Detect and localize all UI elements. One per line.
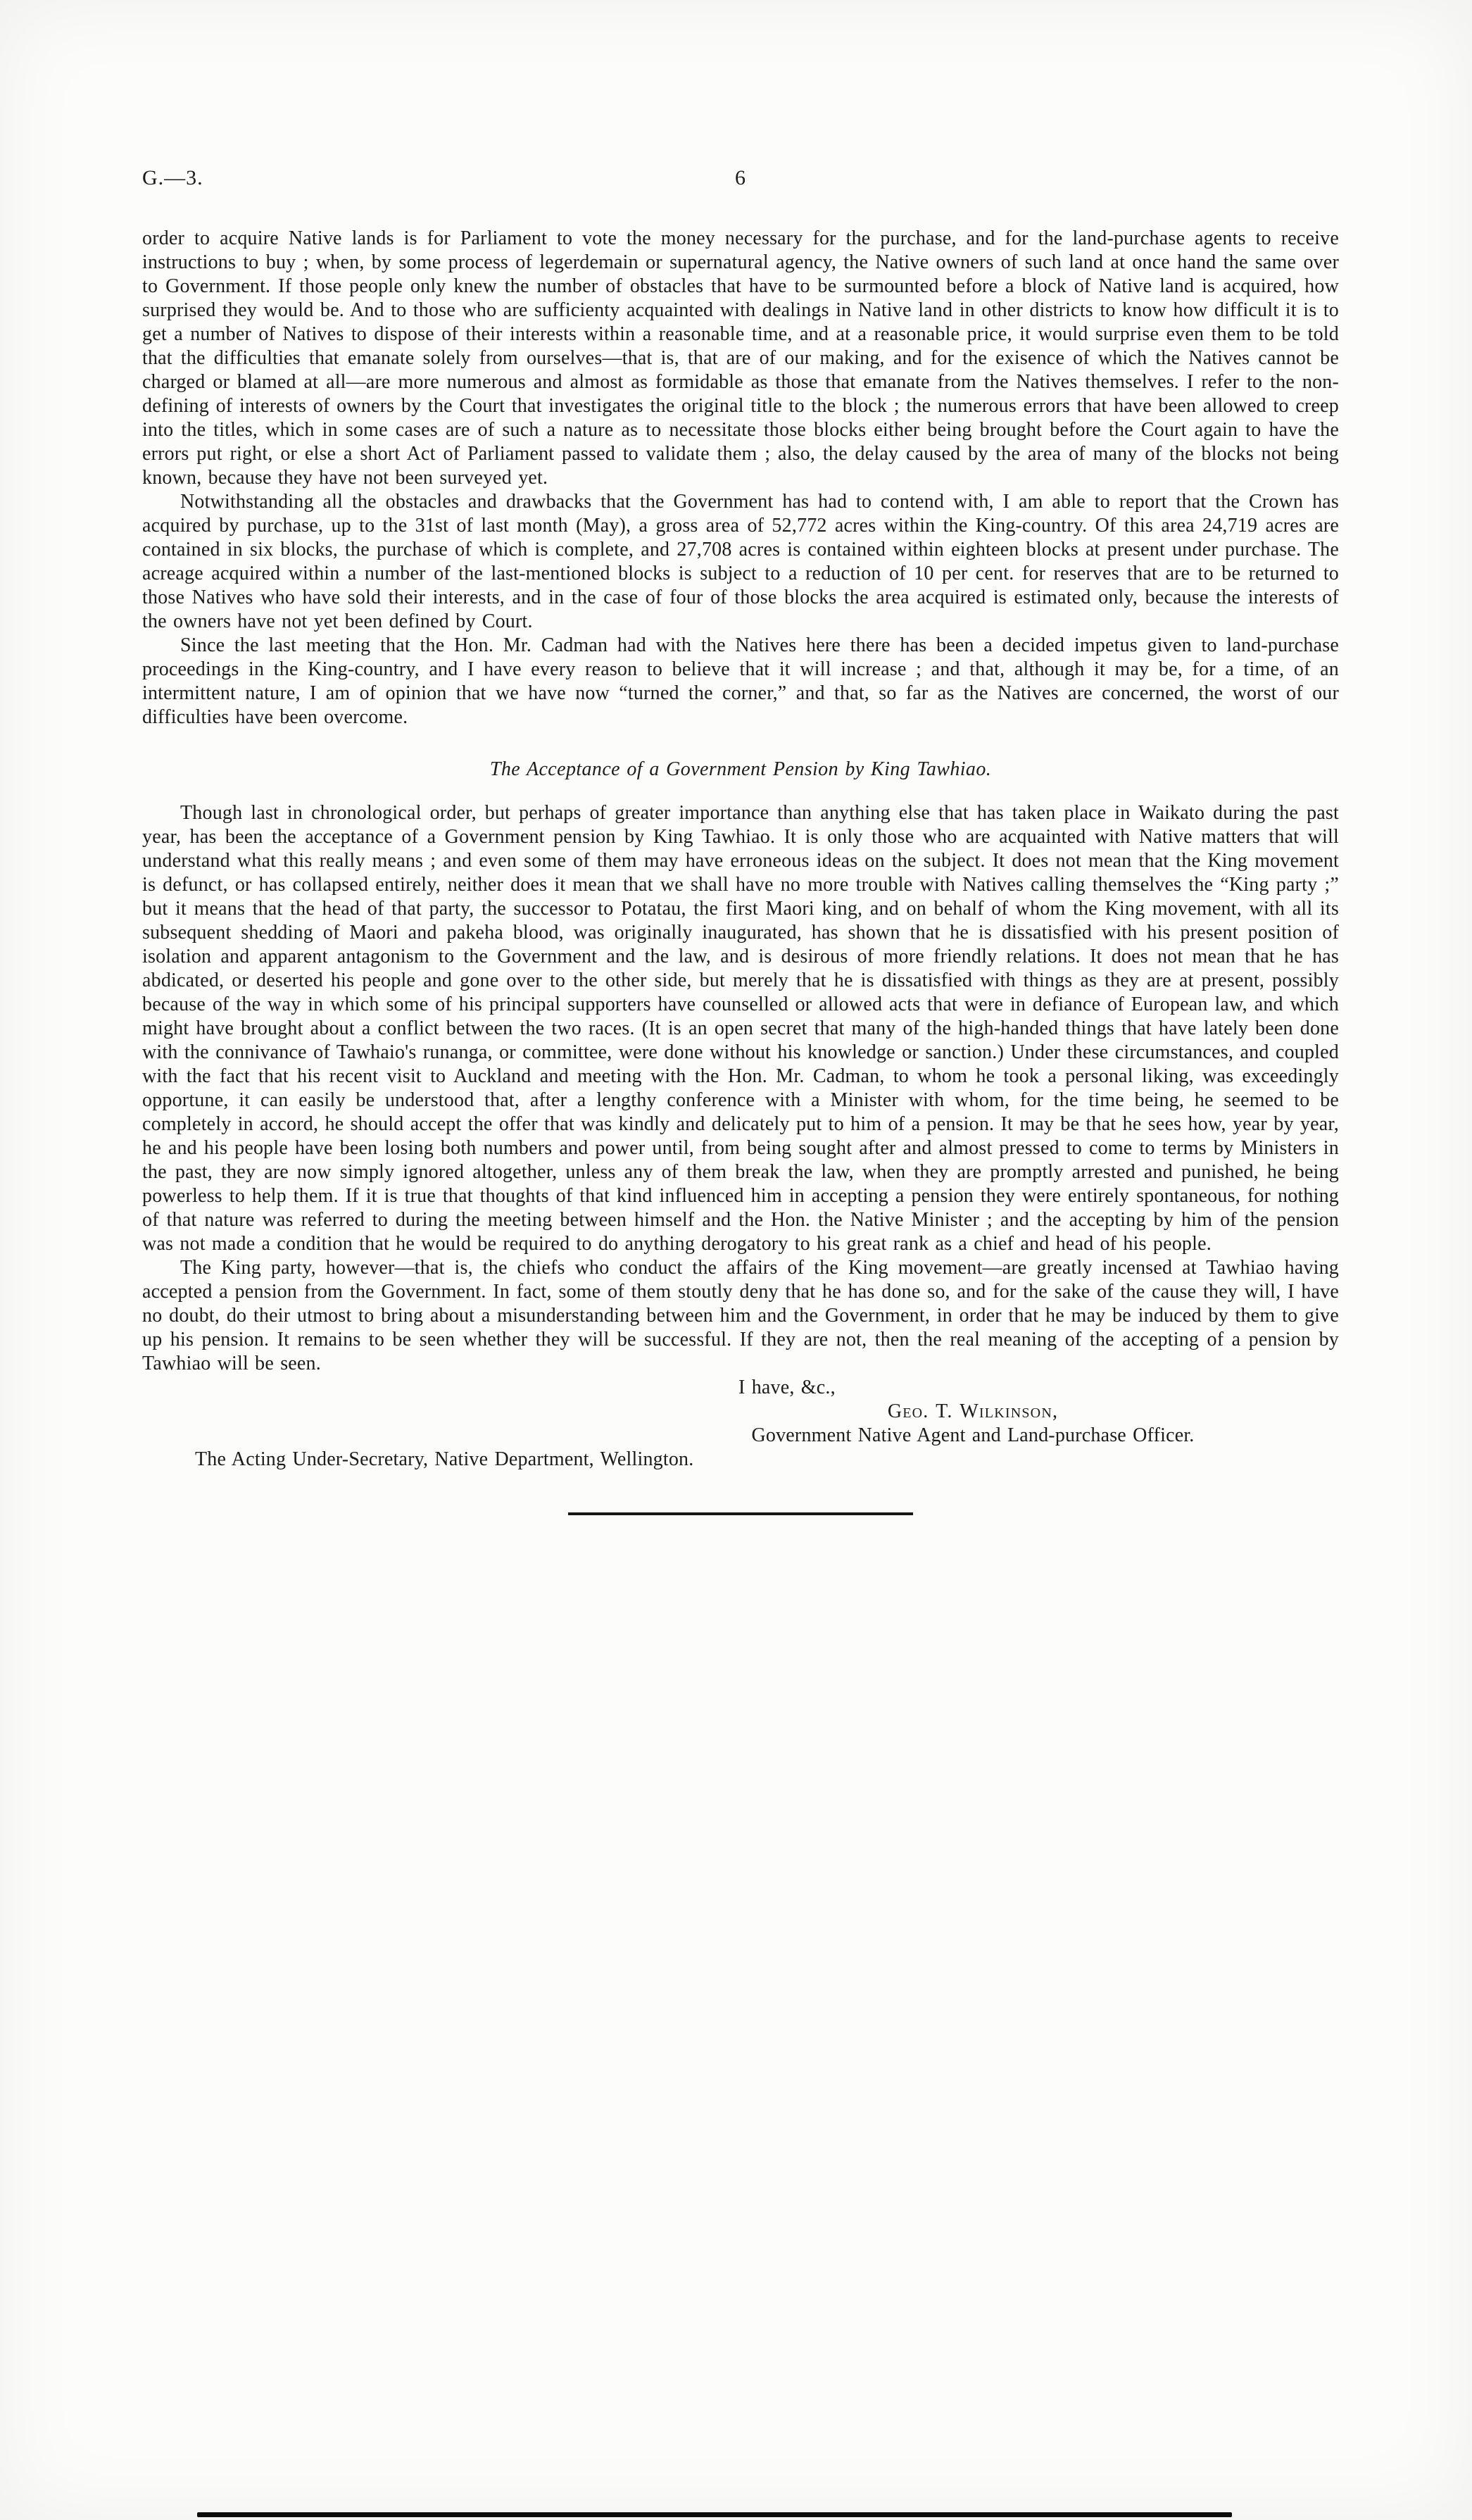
- paragraph: Though last in chronological order, but perhaps of greater importance than anything else that has taken place in Waikato during the past year, has been the acceptance of a Government pension by King Tawhiao. It is only those who are acquainted with Native matters that will understand what this really means ; and even some of them may have erroneous ideas on the subject. It does not mean that the King movement is defunct, or has collapsed entirely, neither does it mean that we shall have no more trouble with Natives calling themselves the “King party ;” but it means that the head of that party, the successor to Potatau, the first Maori king, and on behalf of whom the King movement, with all its subsequent shedding of Maori and pakeha blood, was originally inaugurated, has shown that he is dissatisfied with his present position of isolation and apparent antagonism to the Government and the law, and is desirous of more friendly relations. It does not mean that he has abdicated, or deserted his people and gone over to the other side, but merely that he is dissatisfied with things as they are at present, possibly because of the way in which some of his principal supporters have counselled or allowed acts that were in defiance of European law, and which might have brought about a conflict between the two races. (It is an open secret that many of the high-handed things that have lately been done with the connivance of Tawhaio's runanga, or committee, were done without his knowledge or sanction.) Under these circumstances, and coupled with the fact that his recent visit to Auckland and meeting with the Hon. Mr. Cadman, to whom he took a personal liking, was exceedingly opportune, it can easily be understood that, after a lengthy conference with a Minister with whom, for the time being, he seemed to be completely in accord, he should accept the offer that was kindly and delicately put to him of a pension. It may be that he sees how, year by year, he and his people have been losing both numbers and power until, from being sought after and almost pressed to come to terms by Ministers in the past, they are now simply ignored altogether, unless any of them break the law, when they are promptly arrested and punished, he being powerless to help them. If it is true that thoughts of that kind influenced him in accepting a pension they were entirely spontaneous, for nothing of that nature was referred to during the meeting between himself and the Hon. the Native Minister ; and the accepting by him of the pension was not made a condition that he would be required to do anything derogatory to his great rank as a chief and head of his people.: [142, 802, 1339, 1255]
- paragraph: Notwithstanding all the obstacles and drawbacks that the Government has had to contend with, I am able to report that the Crown has acquired by purchase, up to the 31st of last month (May), a gross area of 52,772 acres within the King-country. Of this area 24,719 acres are contained in six blocks, the purchase of which is complete, and 27,708 acres is contained within eighteen blocks at present under purchase. The acreage acquired within a number of the last-mentioned blocks is subject to a reduction of 10 per cent. for reserves that are to be returned to those Natives who have sold their interests, and in the case of four of those blocks the area acquired is estimated only, because the interests of the owners have not yet been defined by Court.: [142, 491, 1339, 632]
- valediction: I have, &c.,: [738, 1377, 836, 1398]
- end-rule: [568, 1512, 913, 1515]
- document-body: [142, 227, 1339, 1515]
- page-number: 6: [735, 166, 746, 189]
- paragraph: Since the last meeting that the Hon. Mr. Cadman had with the Natives here there has been a decided impetus given to land-purchase proceedings in the King-country, and I have every reason to believe that it will increase ; and that, although it may be, for a time, of an intermittent nature, I am of opinion that we have now “turned the corner,” and that, so far as the Natives are concerned, the worst of our difficulties have been overcome.: [142, 634, 1339, 728]
- paragraph: The King party, however—that is, the chiefs who conduct the affairs of the King movement—are greatly incensed at Tawhiao having accepted a pension from the Government. In fact, some of them stoutly deny that he has done so, and for the sake of the cause they will, I have no doubt, do their utmost to bring about a misunderstanding between him and the Government, in order that he may be induced by them to give up his pension. It remains to be seen whether they will be successful. If they are not, then the real meaning of the accepting of a pension by Tawhiao will be seen.: [142, 1257, 1339, 1374]
- signature-name: Geo. T. Wilkinson,: [887, 1400, 1059, 1422]
- valediction-line: [142, 1376, 1339, 1400]
- paragraph-continuation: order to acquire Native lands is for Parliament to vote the money necessary for the purchase, and for the land-purchase agents to receive instructions to buy ; when, by some process of legerdemain or supernatural agency, the Native owners of such land at once hand the same over to Government. If those people only knew the number of obstacles that have to be surmounted before a block of Native land is acquired, how surprised they would be. And to those who are sufficienty acquainted with dealings in Native land in other districts to know how difficult it is to get a number of Natives to dispose of their interests within a reasonable time, and at a reasonable price, it would surprise even them to be told that the difficulties that emanate solely from ourselves—that is, that are of our making, and for the exisence of which the Natives cannot be charged or blamed at all—are more numerous and almost as formidable as those that emanate from the Natives themselves. I refer to the non-defining of interests of owners by the Court that investigates the original title to the block ; the numerous errors that have been allowed to creep into the titles, which in some cases are of such a nature as to necessitate those blocks either being brought before the Court again to have the errors put right, or else a short Act of Parliament passed to validate them ; also, the delay caused by the area of many of the blocks not being known, because they have not been surveyed yet.: [142, 227, 1339, 489]
- scan-edge-artifact: [197, 2512, 1232, 2517]
- signature-title: Government Native Agent and Land-purchase Officer.: [751, 1424, 1195, 1446]
- section-heading: The Acceptance of a Government Pension by King Tawhiao.: [489, 758, 992, 780]
- document-reference: G.—3.: [142, 166, 203, 189]
- addressee-line: The Acting Under-Secretary, Native Department, Wellington.: [195, 1448, 694, 1470]
- page-header: [142, 166, 1339, 194]
